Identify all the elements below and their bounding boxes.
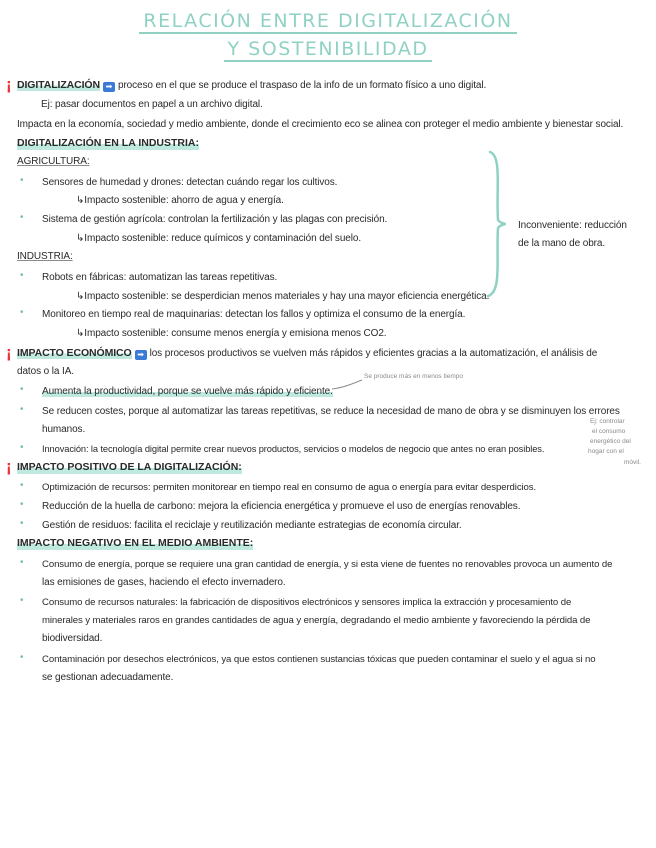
title-line-1: RELACIÓN ENTRE DIGITALIZACIÓN [0, 10, 656, 32]
digitalizacion-definition: DIGITALIZACIÓN ➡ proceso en el que se produce el traspaso de la info de un formato físico a uno digital. [17, 79, 487, 91]
margin-note-4: hogar con el [588, 448, 624, 455]
exclamation-icon: ¡ [6, 343, 12, 362]
bullet-icon: • [20, 270, 24, 281]
bullet-icon: • [20, 518, 24, 529]
bullet-icon: • [20, 480, 24, 491]
economico-item-1-note: Se produce más en menos tiempo [364, 373, 463, 380]
bullet-icon: • [20, 595, 24, 606]
arrow-icon: ➡ [103, 82, 115, 92]
bullet-icon: • [20, 442, 24, 453]
title-line-2: Y SOSTENIBILIDAD [0, 38, 656, 60]
bullet-icon: • [20, 384, 24, 395]
negativo-item-1-line-1: Consumo de energía, porque se requiere una gran cantidad de energía, y si esta viene de fuentes no renovables provoca un aumento de [42, 559, 613, 570]
curly-brace-icon [484, 150, 510, 298]
bullet-icon: • [20, 212, 24, 223]
exclamation-icon: ¡ [6, 457, 12, 476]
agri-item-2-sub: ↳Impacto sostenible: reduce químicos y contaminación del suelo. [76, 233, 362, 244]
margin-note-3: energético del [590, 438, 631, 445]
positivo-item-1: Optimización de recursos: permiten monitorear en tiempo real en consumo de agua o energía para evitar desperdicios. [42, 482, 537, 493]
side-note-line-2: de la mano de obra. [518, 238, 606, 249]
positivo-heading: IMPACTO POSITIVO DE LA DIGITALIZACIÓN: [17, 461, 242, 473]
negativo-heading: IMPACTO NEGATIVO EN EL MEDIO AMBIENTE: [17, 537, 254, 549]
positivo-item-3: Gestión de residuos: facilita el reciclaje y reutilización mediante estrategias de economía circular. [42, 520, 462, 531]
agricultura-label: AGRICULTURA: [17, 156, 90, 167]
negativo-item-3-line-2: se gestionan adecuadamente. [42, 672, 174, 683]
bullet-icon: • [20, 404, 24, 415]
ind-item-1-sub: ↳Impacto sostenible: se desperdician menos materiales y hay una mayor eficiencia energética. [76, 291, 490, 302]
negativo-item-2-line-3: biodiversidad. [42, 633, 103, 644]
sub-arrow-icon: ↳ [76, 291, 85, 302]
margin-note-5: móvil. [624, 459, 641, 466]
economico-heading: IMPACTO ECONÓMICO [17, 347, 132, 359]
sub-arrow-icon: ↳ [76, 195, 85, 206]
sub-arrow-icon: ↳ [76, 328, 85, 339]
agri-item-1-sub: ↳Impacto sostenible: ahorro de agua y energía. [76, 195, 284, 206]
ind-item-2-sub: ↳Impacto sostenible: consume menos energía y emisiona menos CO2. [76, 328, 387, 339]
digitalizacion-heading: DIGITALIZACIÓN [17, 79, 100, 91]
sub-arrow-icon: ↳ [76, 233, 85, 244]
bullet-icon: • [20, 652, 24, 663]
ind-item-1: Robots en fábricas: automatizan las tareas repetitivas. [42, 272, 278, 283]
economico-item-2-line-2: humanos. [42, 424, 86, 435]
negativo-item-1-line-2: las emisiones de gases, haciendo el efecto invernadero. [42, 577, 286, 588]
negativo-item-2-line-1: Consumo de recursos naturales: la fabricación de dispositivos electrónicos y sensores implica la extracción y procesamiento de [42, 597, 572, 608]
margin-note-1: Ej: controlar [590, 418, 625, 425]
economico-item-2-line-1: Se reducen costes, porque al automatizar las tareas repetitivas, se reduce la necesidad de mano de obra y se disminuyen los errores [42, 406, 620, 417]
bullet-icon: • [20, 175, 24, 186]
ind-item-2: Monitoreo en tiempo real de maquinarias: detectan los fallos y optimiza el consumo de la energía. [42, 309, 466, 320]
digitalizacion-impact: Impacta en la economía, sociedad y medio ambiente, donde el crecimiento eco se alinea con proteger el medio ambiente y bienestar social. [17, 119, 624, 130]
margin-note-2: el consumo [592, 428, 626, 435]
side-note-line-1: Inconveniente: reducción [518, 220, 627, 231]
economico-item-3: Innovación: la tecnología digital permite crear nuevos productos, servicios o modelos de negocio que antes no eran posibles. [42, 444, 545, 454]
bullet-icon: • [20, 307, 24, 318]
economico-intro-1: IMPACTO ECONÓMICO ➡ los procesos productivos se vuelven más rápidos y eficientes gracias a la automatización, el análisis de [17, 347, 598, 359]
exclamation-icon: ¡ [6, 75, 12, 94]
positivo-item-2: Reducción de la huella de carbono: mejora la eficiencia energética y promueve el uso de energías renovables. [42, 501, 521, 512]
bullet-icon: • [20, 499, 24, 510]
annotation-arrow-icon [330, 378, 364, 392]
bullet-icon: • [20, 557, 24, 568]
agri-item-2: Sistema de gestión agrícola: controlan la fertilización y las plagas con precisión. [42, 214, 388, 225]
economico-item-1: Aumenta la productividad, porque se vuelve más rápido y eficiente. [42, 386, 333, 397]
arrow-icon: ➡ [135, 350, 147, 360]
digitalizacion-example: Ej: pasar documentos en papel a un archivo digital. [41, 99, 263, 110]
industria-label: INDUSTRIA: [17, 251, 73, 262]
economico-intro-2: datos o la IA. [17, 366, 74, 377]
negativo-item-2-line-2: minerales y materiales raros en grandes cantidades de agua y energía, degradando el medio ambiente y favoreciendo la pérdida de [42, 615, 591, 626]
negativo-item-3-line-1: Contaminación por desechos electrónicos, ya que estos contienen sustancias tóxicas que pueden contaminar el suelo y el agua si no [42, 654, 596, 665]
agri-item-1: Sensores de humedad y drones: detectan cuándo regar los cultivos. [42, 177, 338, 188]
industria-section-heading: DIGITALIZACIÓN EN LA INDUSTRIA: [17, 137, 199, 149]
